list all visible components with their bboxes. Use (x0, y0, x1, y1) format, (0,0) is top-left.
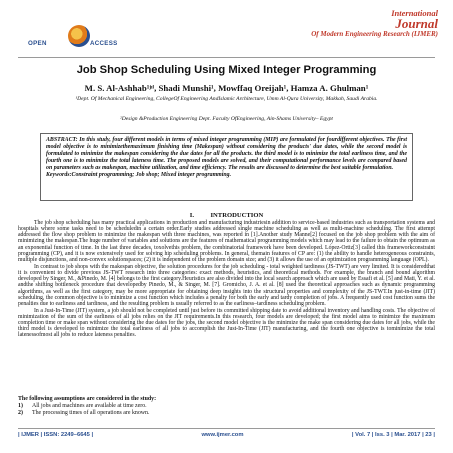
journal-header (18, 8, 438, 54)
affiliation-2: ²Design &Production Engineering Dept. Faculty OfEngineering, Ain-Shams University– Egypt (120, 116, 333, 122)
footer-divider (18, 428, 435, 429)
keywords-body: Constraint programming; Job shop; Mixed integer programming. (71, 172, 232, 179)
list-item (18, 403, 435, 410)
section-heading-introduction: I. INTRODUCTION (189, 212, 264, 219)
abstract-label: ABSTRACT: (46, 137, 78, 143)
footer-issn: | IJMER | ISSN: 2249–6645 | (18, 432, 94, 438)
open-access-emblem-icon (68, 25, 90, 47)
assumptions-list (18, 396, 435, 417)
intro-paragraph-2: In contrast to job shops with the makespan objective, the solution procedures for the job scheduling - total weighted tardiness (JS-TWT) are very limited. It is consideredthat it is convenient to divide previous JS-TWT research into three categories: exact methods, heuristics, and theoretical methods. For example, the branch and bound algorithm developed by Singer, M., &Pinedo, M. [4] belongs to the first category.Heuristics are also divided into the local search approach which are used by Essafi et al. [5] and Mati, Y. et al. andthe shifting bottleneck procedure that developedby Pinedo, M., & Singer, M. [7]. Gromicho, J. A. et al. [8] used the theoretical approaches such as dynamic programming algorithms, as well as the first category, may be more appropriate for obtaining deep insights into the structural properties and complexity of the JS-TWT.In just-in-time (JIT) scheduling, the common objective is to minimize a cost function which includes a penalty for both the early and tardy completion of jobs. A frequently used cost function sums the penalties due to earliness and tardiness, and the resulting problem is usually referred to as the earliness–tardiness scheduling problem. (18, 263, 435, 307)
abstract-body: In this study, four different models in terms of mixed integer programming (MIP) are formulated for fourdifferent objectives. The first model objective is to minimizethemaximum finishing time (Makespan) without considering the products' due dates, while the second model is formulated to minimize the makespan considering the due dates for all the products. the third model is to minimize the total earliness time, and the fourth one is to minimize the total lateness time. The proposed models are solved, and their computational performance levels are compared based on parameters such as makespan, machine utilization, and time efficiency. The results are discussed to determine the best suitable formulation. (46, 137, 407, 171)
list-item-number: 1) (18, 403, 23, 409)
list-item-text: The processing times of all operations are known. (32, 410, 150, 416)
abstract-box (40, 133, 413, 201)
introduction-body (18, 220, 435, 339)
page-footer (18, 432, 435, 438)
list-item (18, 410, 435, 417)
intro-paragraph-3: In a Just-In-Time (JIT) system, a job should not be completed until just before its committed shipping date to avoid additional inventory and handling costs. The objective of minimization of the sum of the earliness of all jobs relies on the JIT requirements.In this research, four models are developed; the first model aims to minimize the maximum completion time or make span without considering the due dates for the jobs, the second model objective is the minimize the make span considering due dates for all jobs, while the third model is developed to minimize the total earliness of all jobs to accomplish the Just-In-Time (JIT) manufacturing, and the fourth one objective is tominimize the total latenessofmost all jobs to reduce lateness penalties. (18, 307, 435, 339)
header-divider (18, 57, 435, 58)
journal-subtitle: Of Modern Engineering Research (IJMER) (311, 30, 438, 38)
logo-text-open: OPEN (28, 40, 47, 47)
assumptions-title: The following assumptions are considered in the study: (18, 396, 157, 402)
intro-paragraph-1: The job shop scheduling has many practical applications in production and manufacturing industriesin addition to service-based industries such as transportation systems and hospitals where some tasks need to be scheduledin a certain order.Early studies addressed single machine scheduling as well as multi-machine scheduling. The first attempt addressed the flow shop problem to minimize the makespan with three machines, was reported in [1].Another study Manne[2] focused on the job shop problem with the aim of minimizing the makespan.The huge number of variables and solutions are the features of mathematical programming models which may lead to the failure to obtain the optimum as an exponential function of time. In the last three decades, toxolvethis problem, the combinatorial framework have been developed. López-Ortiz[3] called this frameworkconstraint programming (CP), and it is now extensively used for solving hip scheduling problems. In general, themain features of CP are: (1) the ability to handle heterogeneous constraints, multiple disjunctions, and non-convex solutionspaces; (2) it is independent of the problem domain size; and (3) it allows the use of an optimization programming language (OPL). (18, 220, 435, 263)
list-item-number: 2) (18, 410, 23, 416)
journal-international: International (391, 8, 438, 18)
keywords-label: Keywords: (46, 172, 72, 179)
affiliation-1: ¹Dept. Of Mechanical Engineering, CollegeOf Engineering AndIslamic Architecture, Umm Al-Qura University, Makkah, Saudi Arabia. (75, 96, 378, 102)
journal-word: Journal (395, 16, 438, 31)
paper-title: Job Shop Scheduling Using Mixed Integer Programming (76, 64, 377, 76)
paper-authors: M. S. Al-Ashhab¹ʲᶦˡ, Shadi Munshi¹, Mowffaq Oreijah¹, Hamza A. Ghulman¹ (84, 83, 369, 93)
abstract (46, 137, 407, 172)
logo-text-access: ACCESS (90, 40, 118, 47)
footer-website-link[interactable]: www.ijmer.com (201, 432, 244, 438)
list-item-text: All jobs and machines are available at time zero. (32, 403, 147, 409)
keywords (46, 172, 407, 179)
journal-masthead (311, 8, 438, 38)
open-access-logo (24, 18, 128, 52)
footer-volume: | Vol. 7 | Iss. 3 | Mar. 2017 | 23 | (351, 432, 435, 438)
